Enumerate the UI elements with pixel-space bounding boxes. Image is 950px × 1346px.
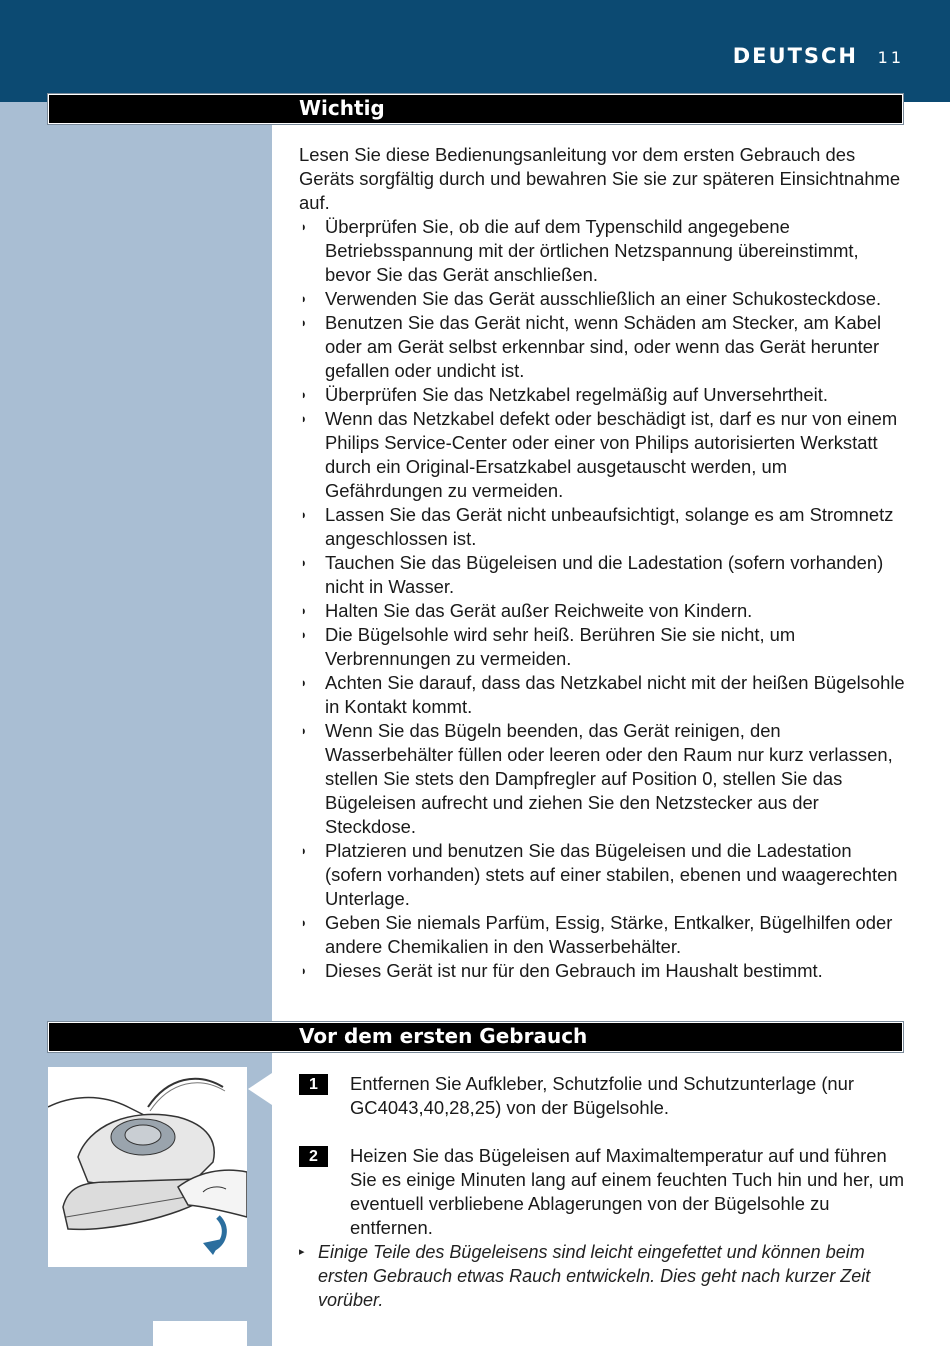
language-label: DEUTSCH bbox=[732, 44, 858, 68]
figure-pointer bbox=[248, 1073, 272, 1105]
safety-bullet-item bbox=[299, 551, 909, 599]
step-number: 2 bbox=[299, 1146, 328, 1167]
bullet-text: Die Bügelsohle wird sehr heiß. Berühren Sie sie nicht, um Verbrennungen zu vermeiden. bbox=[325, 624, 796, 669]
page-number: 11 bbox=[877, 48, 904, 67]
safety-bullet-item bbox=[299, 959, 909, 983]
bullet-icon: ◗ bbox=[301, 387, 307, 402]
bullet-text: Überprüfen Sie das Netzkabel regelmäßig auf Unversehrtheit. bbox=[325, 384, 828, 405]
safety-bullet-item bbox=[299, 215, 909, 287]
note-text: Einige Teile des Bügeleisens sind leicht eingefettet und können beim ersten Gebrauch etwas Rauch entwickeln. Dies geht nach kurzer Zeit vorüber. bbox=[318, 1242, 871, 1310]
iron-illustration bbox=[48, 1067, 247, 1267]
bullet-text: Lassen Sie das Gerät nicht unbeaufsichtigt, solange es am Stromnetz angeschlossen ist. bbox=[325, 504, 894, 549]
bullet-icon: ◗ bbox=[301, 675, 307, 690]
figure-placeholder bbox=[153, 1321, 247, 1346]
safety-bullet-item bbox=[299, 599, 909, 623]
note-paragraph bbox=[299, 1240, 909, 1312]
bullet-icon: ◗ bbox=[301, 315, 307, 330]
important-section-body bbox=[299, 143, 909, 983]
bullet-icon: ◗ bbox=[301, 915, 307, 930]
section-heading-before-first-use bbox=[48, 1022, 903, 1052]
bullet-icon: ◗ bbox=[301, 723, 307, 738]
safety-bullet-list bbox=[299, 215, 909, 983]
bullet-icon: ◗ bbox=[301, 219, 307, 234]
safety-bullet-item bbox=[299, 719, 909, 839]
bullet-text: Halten Sie das Gerät außer Reichweite von Kindern. bbox=[325, 600, 753, 621]
bullet-icon: ◗ bbox=[301, 291, 307, 306]
note-triangle-icon: ▸ bbox=[299, 1246, 305, 1258]
bullet-icon: ◗ bbox=[301, 627, 307, 642]
safety-bullet-item bbox=[299, 287, 909, 311]
bullet-text: Verwenden Sie das Gerät ausschließlich an einer Schukosteckdose. bbox=[325, 288, 882, 309]
step-text: Heizen Sie das Bügeleisen auf Maximaltemperatur auf und führen Sie es einige Minuten lang auf einem feuchten Tuch hin und her, um eventuell verbliebene Ablagerungen von der Bügelsohle zu entfernen. bbox=[350, 1145, 905, 1238]
bullet-text: Wenn das Netzkabel defekt oder beschädigt ist, darf es nur von einem Philips Service-Center oder einer von Philips autorisierten Werkstatt durch ein Original-Ersatzkabel ausgetauscht werden, um Gefährdungen zu vermeiden. bbox=[325, 408, 898, 501]
safety-bullet-item bbox=[299, 671, 909, 719]
bullet-icon: ◗ bbox=[301, 411, 307, 426]
bullet-icon: ◗ bbox=[301, 507, 307, 522]
step-1 bbox=[299, 1072, 909, 1120]
first-use-steps bbox=[299, 1072, 909, 1312]
bullet-text: Tauchen Sie das Bügeleisen und die Ladestation (sofern vorhanden) nicht in Wasser. bbox=[325, 552, 884, 597]
bullet-text: Achten Sie darauf, dass das Netzkabel nicht mit der heißen Bügelsohle in Kontakt kommt. bbox=[325, 672, 905, 717]
safety-bullet-item bbox=[299, 407, 909, 503]
bullet-text: Platzieren und benutzen Sie das Bügeleisen und die Ladestation (sofern vorhanden) stets auf einer stabilen, ebenen und waagerechten Unterlage. bbox=[325, 840, 898, 909]
safety-bullet-item bbox=[299, 911, 909, 959]
safety-bullet-item bbox=[299, 311, 909, 383]
intro-paragraph: Lesen Sie diese Bedienungsanleitung vor dem ersten Gebrauch des Geräts sorgfältig durch und bewahren Sie sie zur späteren Einsichtnahme auf. bbox=[299, 144, 901, 213]
safety-bullet-item bbox=[299, 839, 909, 911]
bullet-icon: ◗ bbox=[301, 843, 307, 858]
safety-bullet-item bbox=[299, 623, 909, 671]
bullet-icon: ◗ bbox=[301, 963, 307, 978]
safety-bullet-item bbox=[299, 383, 909, 407]
section-title: Wichtig bbox=[299, 96, 385, 120]
section-heading-important bbox=[48, 94, 903, 124]
bullet-text: Dieses Gerät ist nur für den Gebrauch im Haushalt bestimmt. bbox=[325, 960, 823, 981]
bullet-text: Überprüfen Sie, ob die auf dem Typenschild angegebene Betriebsspannung mit der örtlichen Netzspannung übereinstimmt, bevor Sie das Gerät anschließen. bbox=[325, 216, 859, 285]
step-text: Entfernen Sie Aufkleber, Schutzfolie und Schutzunterlage (nur GC4043,40,28,25) von der Bügelsohle. bbox=[350, 1073, 855, 1118]
bullet-text: Wenn Sie das Bügeln beenden, das Gerät reinigen, den Wasserbehälter füllen oder leeren oder den Raum nur kurz verlassen, stellen Sie stets den Dampfregler auf Position 0, stellen Sie das Bügeleisen aufrecht und ziehen Sie den Netzstecker aus der Steckdose. bbox=[325, 720, 893, 837]
bullet-icon: ◗ bbox=[301, 603, 307, 618]
section-title: Vor dem ersten Gebrauch bbox=[299, 1024, 588, 1048]
bullet-text: Benutzen Sie das Gerät nicht, wenn Schäden am Stecker, am Kabel oder am Gerät selbst erkennbar sind, oder wenn das Gerät herunter gefallen oder undicht ist. bbox=[325, 312, 882, 381]
header-band bbox=[0, 0, 950, 102]
step-2 bbox=[299, 1144, 909, 1240]
bullet-text: Geben Sie niemals Parfüm, Essig, Stärke, Entkalker, Bügelhilfen oder andere Chemikalien in den Wasserbehälter. bbox=[325, 912, 893, 957]
bullet-icon: ◗ bbox=[301, 555, 307, 570]
iron-drawing bbox=[48, 1067, 247, 1267]
safety-bullet-item bbox=[299, 503, 909, 551]
step-number: 1 bbox=[299, 1074, 328, 1095]
